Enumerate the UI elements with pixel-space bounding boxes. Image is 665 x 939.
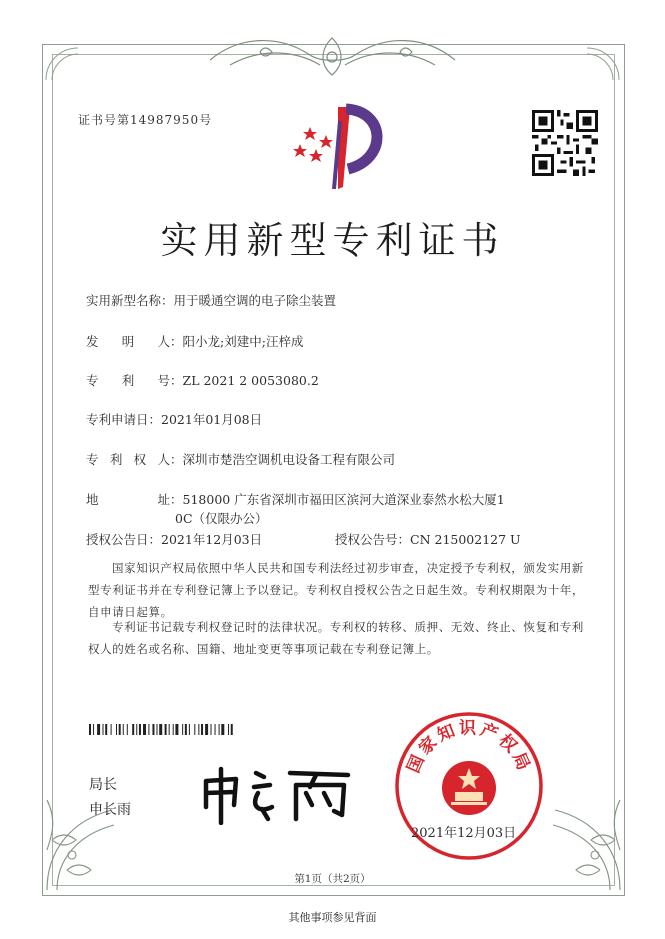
inventor-value: 阳小龙;刘建中;汪梓成 [182, 334, 304, 349]
filing-date-label: 专利申请日： [86, 412, 162, 427]
inventor-row [86, 332, 303, 350]
director-signature [198, 763, 358, 825]
grant-number-row [335, 530, 521, 548]
patentee-colon: ： [170, 452, 183, 467]
patentee-value: 深圳市楚浩空调机电设备工程有限公司 [182, 452, 396, 467]
patent-number-label [86, 371, 170, 389]
grant-number-value: CN 215002127 U [410, 532, 521, 547]
patentee-label-char: 人 [157, 452, 170, 467]
grant-date-value: 2021年12月03日 [161, 532, 263, 547]
cnipa-logo-icon [288, 99, 388, 194]
director-title: 局长 [89, 777, 117, 793]
inventor-label-char: 明 [121, 334, 135, 349]
patent-number-colon: ： [170, 373, 183, 388]
filing-date-row [86, 410, 262, 428]
certificate-number: 证书号第14987950号 [78, 113, 213, 127]
grant-number-label: 授权公告号： [335, 532, 411, 547]
grant-date-label: 授权公告日： [86, 532, 162, 547]
top-ornament [200, 30, 465, 80]
inventor-label-char: 发 [86, 334, 99, 349]
page-number: 第1页（共2页） [294, 873, 371, 885]
top-left-corner-ornament [42, 44, 82, 84]
patentee-label-char: 专 [86, 452, 99, 467]
director-name: 申长雨 [89, 802, 131, 818]
inventor-label-char: 人 [157, 334, 170, 349]
utility-name-row [86, 291, 336, 309]
address-colon: ： [170, 492, 183, 507]
patent-number-row [86, 371, 319, 389]
top-right-corner-ornament [583, 44, 623, 84]
patentee-row [86, 450, 395, 468]
patent-number-label-char: 利 [121, 373, 135, 388]
legal-paragraph-2: 专利证书记载专利权登记时的法律状况。专利权的转移、质押、无效、终止、恢复和专利权人的姓名或名称、国籍、地址变更等事项记载在专利登记簿上。 [88, 620, 584, 656]
legal-paragraph-1: 国家知识产权局依照中华人民共和国专利法经过初步审查，决定授予专利权，颁发实用新型专利证书并在专利登记簿上予以登记。专利权自授权公告之日起生效。专利权期限为十年，自申请日起算。 [88, 561, 585, 619]
address-label-char: 址 [157, 492, 170, 507]
address-line-1: 518000 广东省深圳市福田区滨河大道深业泰然水松大厦1 [182, 492, 505, 507]
patentee-label-char: 利 [109, 452, 123, 467]
patent-number-label-char: 号 [157, 373, 170, 388]
filing-date-value: 2021年01月08日 [161, 412, 263, 427]
address-line-2: 0C（仅限办公） [175, 511, 268, 526]
footer-note: 其他事项参见背面 [288, 911, 377, 924]
patent-number-label-char: 专 [86, 373, 99, 388]
utility-name-label: 实用新型名称： [86, 293, 174, 308]
address-label [86, 490, 170, 508]
patent-number-value: ZL 2021 2 0053080.2 [182, 373, 319, 388]
utility-name-value: 用于暖通空调的电子除尘装置 [173, 293, 337, 308]
seal-text: 国家知识产权局 [403, 718, 535, 776]
qr-code-icon [532, 110, 598, 176]
grant-row [86, 530, 262, 548]
address-label-char: 地 [86, 492, 99, 507]
inventor-colon: ： [170, 334, 183, 349]
certificate-title: 实用新型专利证书 [160, 219, 505, 262]
patentee-label [86, 450, 170, 468]
seal-date: 2021年12月03日 [411, 826, 517, 841]
address-row [86, 490, 505, 508]
patentee-label-char: 权 [133, 452, 147, 467]
inventor-label [86, 332, 170, 350]
barcode [89, 724, 299, 735]
